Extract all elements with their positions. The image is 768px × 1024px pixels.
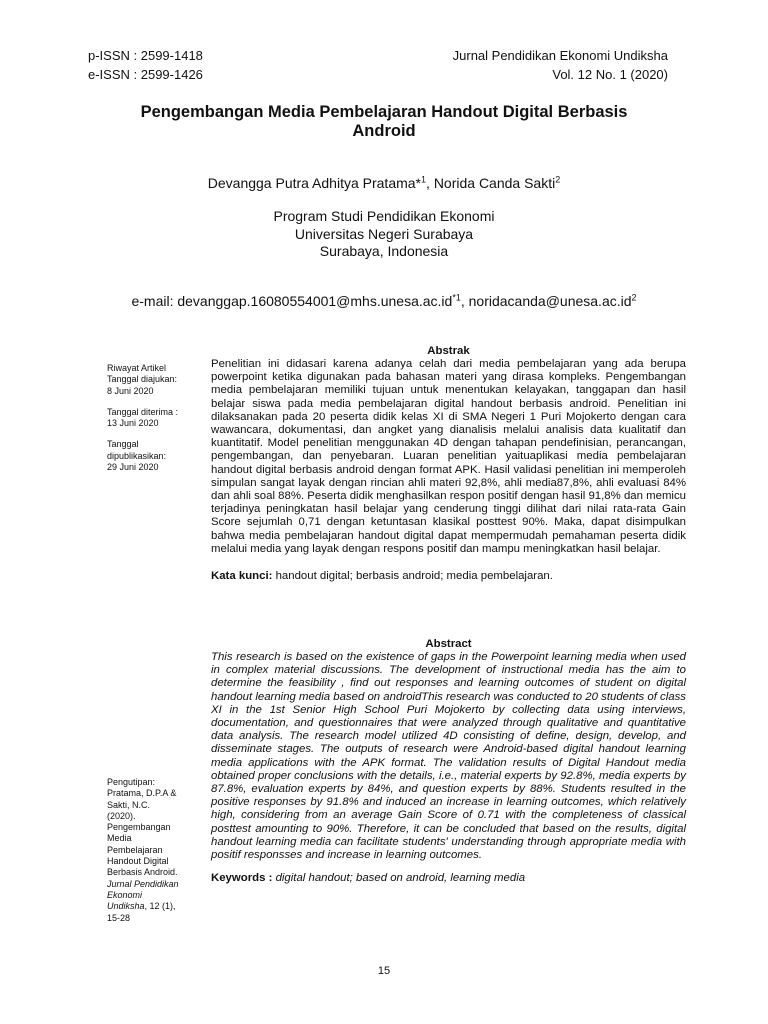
citation-block	[107, 777, 199, 924]
author-list	[0, 174, 768, 192]
issn-block	[88, 46, 203, 84]
citation-pages: 15-28	[107, 912, 131, 923]
citation-volume: , 12 (1),	[144, 901, 176, 912]
email-2: , noridacanda@unesa.ac.id	[460, 293, 632, 309]
p-issn: p-ISSN : 2599-1418	[88, 48, 203, 63]
submitted-label: Tanggal diajukan:	[107, 374, 178, 385]
abstrak-section	[211, 345, 686, 583]
citation-line: Pembelajaran	[107, 844, 163, 855]
journal-block	[453, 46, 668, 84]
author-2-sup: 2	[555, 174, 561, 185]
published-label-1: Tanggal	[107, 439, 139, 450]
accepted-date: 13 Juni 2020	[107, 418, 159, 429]
citation-journal: Ekonomi	[107, 889, 143, 900]
author-1: Devangga Putra Adhitya Pratama*	[207, 175, 422, 191]
citation-journal: Undiksha	[107, 901, 145, 912]
affiliation	[0, 208, 768, 261]
affiliation-line-3: Surabaya, Indonesia	[319, 243, 449, 259]
citation-journal: Jurnal Pendidikan	[107, 878, 179, 889]
affiliation-line-1: Program Studi Pendidikan Ekonomi	[273, 208, 495, 224]
e-issn: e-ISSN : 2599-1426	[88, 67, 203, 82]
submitted-date: 8 Juni 2020	[107, 385, 154, 396]
page-number: 15	[377, 965, 391, 977]
author-2: Norida Canda Sakti	[433, 175, 556, 191]
abstract-heading: Abstract	[425, 638, 472, 650]
email-2-sup: 2	[631, 292, 637, 303]
history-title: Riwayat Artikel	[107, 363, 167, 373]
paper-title	[100, 103, 668, 141]
email-1: e-mail: devanggap.16080554001@mhs.unesa.ac.id	[131, 293, 453, 309]
journal-name: Jurnal Pendidikan Ekonomi Undiksha	[452, 48, 668, 63]
citation-line: Pratama, D.P.A &	[107, 788, 177, 799]
author-separator: ,	[426, 175, 434, 191]
citation-line: Media	[107, 833, 132, 844]
keywords-text: digital handout; based on android, learning media	[272, 872, 526, 885]
citation-line: Sakti, N.C.	[107, 799, 151, 810]
citation-line: Berbasis Android.	[107, 867, 178, 878]
accepted-label: Tanggal diterima :	[107, 406, 179, 417]
citation-line: (2020).	[107, 810, 136, 821]
title-line-1: Pengembangan Media Pembelajaran Handout Digital Berbasis	[140, 103, 628, 121]
citation-line: Handout Digital	[107, 856, 169, 867]
kata-kunci-text: handout digital; berbasis android; media pembelajaran.	[272, 570, 553, 583]
published-label-2: dipublikasikan:	[107, 450, 167, 461]
abstrak-heading: Abstrak	[427, 345, 470, 357]
affiliation-line-2: Universitas Negeri Surabaya	[294, 225, 474, 242]
citation-line: Pengutipan:	[107, 777, 156, 787]
keywords	[211, 872, 686, 885]
email-1-sup: *1	[452, 292, 461, 303]
keywords-label: Keywords :	[211, 872, 273, 885]
kata-kunci	[211, 570, 686, 583]
title-line-2: Android	[352, 122, 416, 140]
abstrak-text: Penelitian ini didasari karena adanya celah dari media pembelajaran yang ada berupa powerpoint ketika digunakan pada bahasan materi yang dirasa kompleks. Pengembangan media pembelajaran memiliki tujuan untuk menentukan kelayakan, tanggapan dan hasil belajar siswa pada media pembelajaran digital handout berbasis android. Penelitian ini dilaksanakan pada 20 peserta didik kelas XI di SMA Negeri 1 Puri Mojokerto dengan cara wawancara, dokumentasi, dan angket yang dianalisis melalui analisis data kualitatif dan kuantitatif. Model penelitian menggunakan 4D dengan tahapan pendefinisian, perancangan, pengembangan, dan penyebaran. Luaran penelitian yaituaplikasi media pembelajaran handout digital berbasis android dengan format APK. Hasil validasi penelitian ini memperoleh simpulan sangat layak dengan rincian ahli materi 92,8%, ahli media87,8%, ahli evaluasi 84% dan ahli soal 88%. Peserta didik menghasilkan respon positif dengan hasil 91,8% dan memicu terjadinya peningkatan hasil belajar yang cenderung tinggi dilihat dari nilai rata-rata Gain Score sejumlah 0,71 dengan ketuntasan klasikal posttest 90%. Maka, dapat disimpulkan bahwa media pembelajaran handout digital dapat mempermudah pemahaman peserta didik melalui media yang layak dengan respons positif dan mampu meningkatkan hasil belajar.	[211, 358, 686, 555]
kata-kunci-label: Kata kunci:	[211, 570, 273, 583]
email-line	[0, 292, 768, 310]
author-1-sup: 1	[421, 174, 427, 185]
citation-line: Pengembangan	[107, 822, 171, 833]
journal-volume: Vol. 12 No. 1 (2020)	[552, 67, 668, 82]
abstract-text: This research is based on the existence of gaps in the Powerpoint learning media when used in complex material discussions. The development of instructional media has the aim to determine the feasibility , find out responses and learning outcomes of student on digital handout learning media based on androidThis research was conducted to 20 students of class XI in the 1st Senior High School Puri Mojokerto by collecting data using interviews, documentation, and questionnaires that were analyzed through qualitative and quantitative data analysis. The research model utilized 4D consisting of define, design, develop, and disseminate stages. The outputs of research were Android-based digital handout learning media applications with the APK format. The validation results of Digital Handout media obtained proper conclusions with the details, i.e., material experts by 92.8%, media experts by 87.8%, evaluation experts by 84%, and question experts by 88%. Students resulted in the positive responses by 91.8% and induced an increase in learning outcomes, which relatively high, considering from an average Gain Score of 0.71 with the completeness of classical posttest amounting to 90%. Therefore, it can be concluded that based on the results, digital handout learning media can facilitate students' understanding through appropriate media with positif responsses and increase in learning outcomes.	[211, 651, 686, 862]
article-history	[107, 363, 199, 473]
published-date: 29 Juni 2020	[107, 462, 159, 473]
citation-line	[107, 901, 199, 912]
abstract-section	[211, 638, 686, 885]
